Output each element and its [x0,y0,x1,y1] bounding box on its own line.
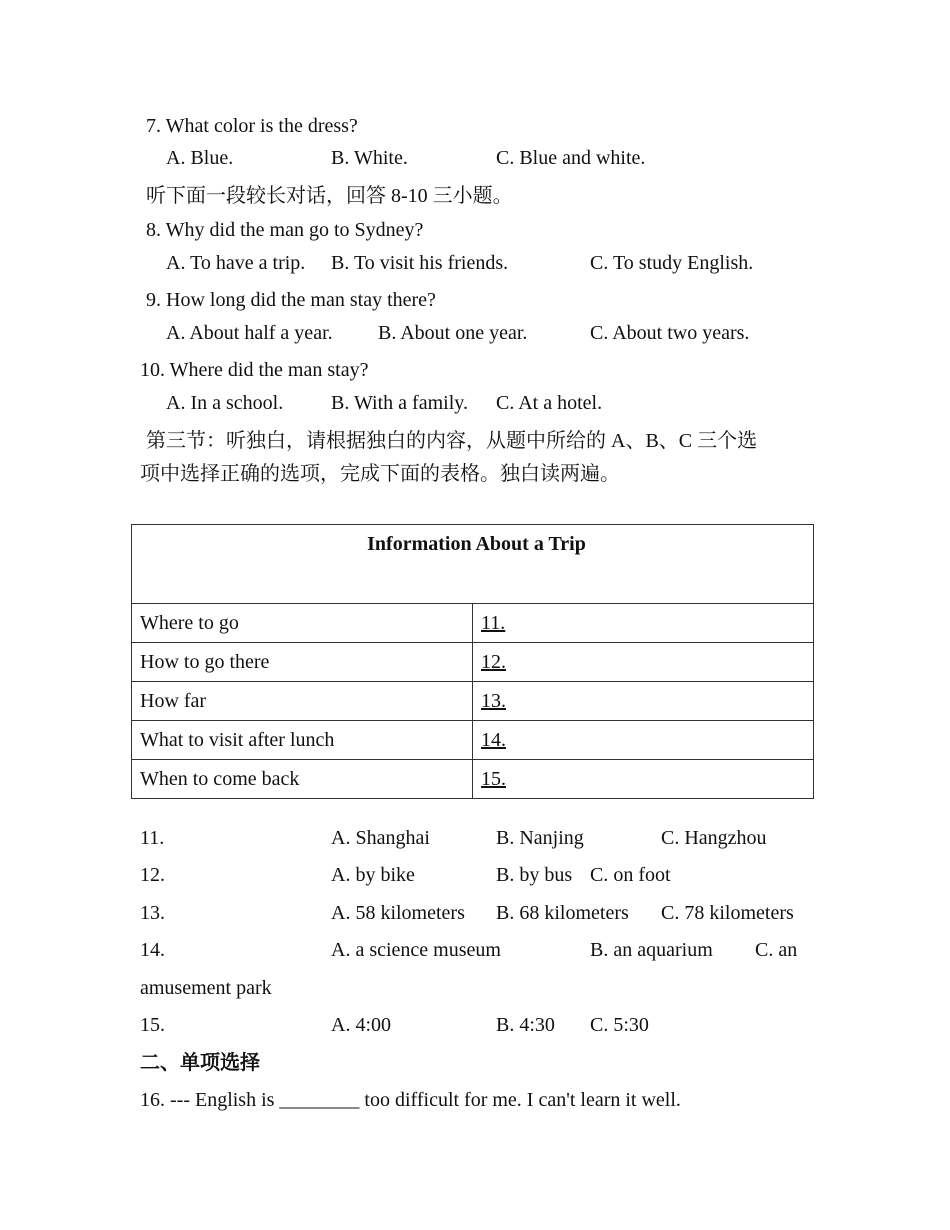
q7-question: 7. What color is the dress? [146,115,358,137]
table-row-label: How to go there [132,643,473,682]
q10-question: 10. Where did the man stay? [140,359,369,381]
table-row [132,643,814,682]
blank-number: 12. [481,650,506,673]
q13-option-c: C. 78 kilometers [661,902,794,924]
blank-number: 11. [481,611,506,634]
table-row-blank [473,721,814,760]
q7-option-c: C. Blue and white. [496,147,646,169]
q11-option-b: B. Nanjing [496,827,584,849]
q7-option-a: A. Blue. [166,147,234,169]
q8-option-c: C. To study English. [590,252,754,274]
section3-instruction-line2: 项中选择正确的选项，完成下面的表格。独白读两遍。 [140,463,620,485]
q12-option-b: B. by bus [496,864,573,886]
q15-number: 15. [140,1014,165,1036]
q10-option-b: B. With a family. [331,392,468,414]
table-row-blank [473,643,814,682]
q7-option-b: B. White. [331,147,408,169]
q11-option-a: A. Shanghai [331,827,430,849]
q13-option-b: B. 68 kilometers [496,902,629,924]
q9-question: 9. How long did the man stay there? [146,289,436,311]
q15-option-b: B. 4:30 [496,1014,555,1036]
q12-option-a: A. by bike [331,864,415,886]
table-row-blank [473,682,814,721]
table-row [132,604,814,643]
q14-option-a: A. a science museum [331,939,501,961]
q14-option-b: B. an aquarium [590,939,713,961]
q15-option-a: A. 4:00 [331,1014,391,1036]
blank-number: 14. [481,728,506,751]
q11-number: 11. [140,827,165,849]
table-header-row [132,525,814,604]
table-row-blank [473,604,814,643]
table-row-label: When to come back [132,760,473,799]
table-title: Information About a Trip [132,525,814,604]
table-row [132,721,814,760]
table-row [132,682,814,721]
q11-option-c: C. Hangzhou [661,827,767,849]
q13-number: 13. [140,902,165,924]
q15-option-c: C. 5:30 [590,1014,649,1036]
instruction-8-10: 听下面一段较长对话，回答 8-10 三小题。 [146,185,513,207]
table-row-label: Where to go [132,604,473,643]
q9-option-a: A. About half a year. [166,322,333,344]
q9-option-c: C. About two years. [590,322,750,344]
part2-heading: 二、单项选择 [140,1052,260,1074]
table-row-label: What to visit after lunch [132,721,473,760]
q16-question: 16. --- English is ________ too difficult for me. I can't learn it well. [140,1089,681,1111]
blank-number: 15. [481,767,506,790]
q13-option-a: A. 58 kilometers [331,902,465,924]
q8-option-a: A. To have a trip. [166,252,306,274]
section3-instruction-line1: 第三节：听独白，请根据独白的内容，从题中所给的 A、B、C 三个选 [146,430,758,452]
table-row-blank [473,760,814,799]
trip-info-table [131,524,814,799]
table-row [132,760,814,799]
q8-option-b: B. To visit his friends. [331,252,509,274]
q14-number: 14. [140,939,165,961]
q14-option-c: C. an [755,939,798,961]
q10-option-c: C. At a hotel. [496,392,603,414]
q10-option-a: A. In a school. [166,392,284,414]
q14-option-c-continued: amusement park [140,977,272,999]
blank-number: 13. [481,689,506,712]
q9-option-b: B. About one year. [378,322,528,344]
table-row-label: How far [132,682,473,721]
q12-number: 12. [140,864,165,886]
q12-option-c: C. on foot [590,864,671,886]
q8-question: 8. Why did the man go to Sydney? [146,219,424,241]
